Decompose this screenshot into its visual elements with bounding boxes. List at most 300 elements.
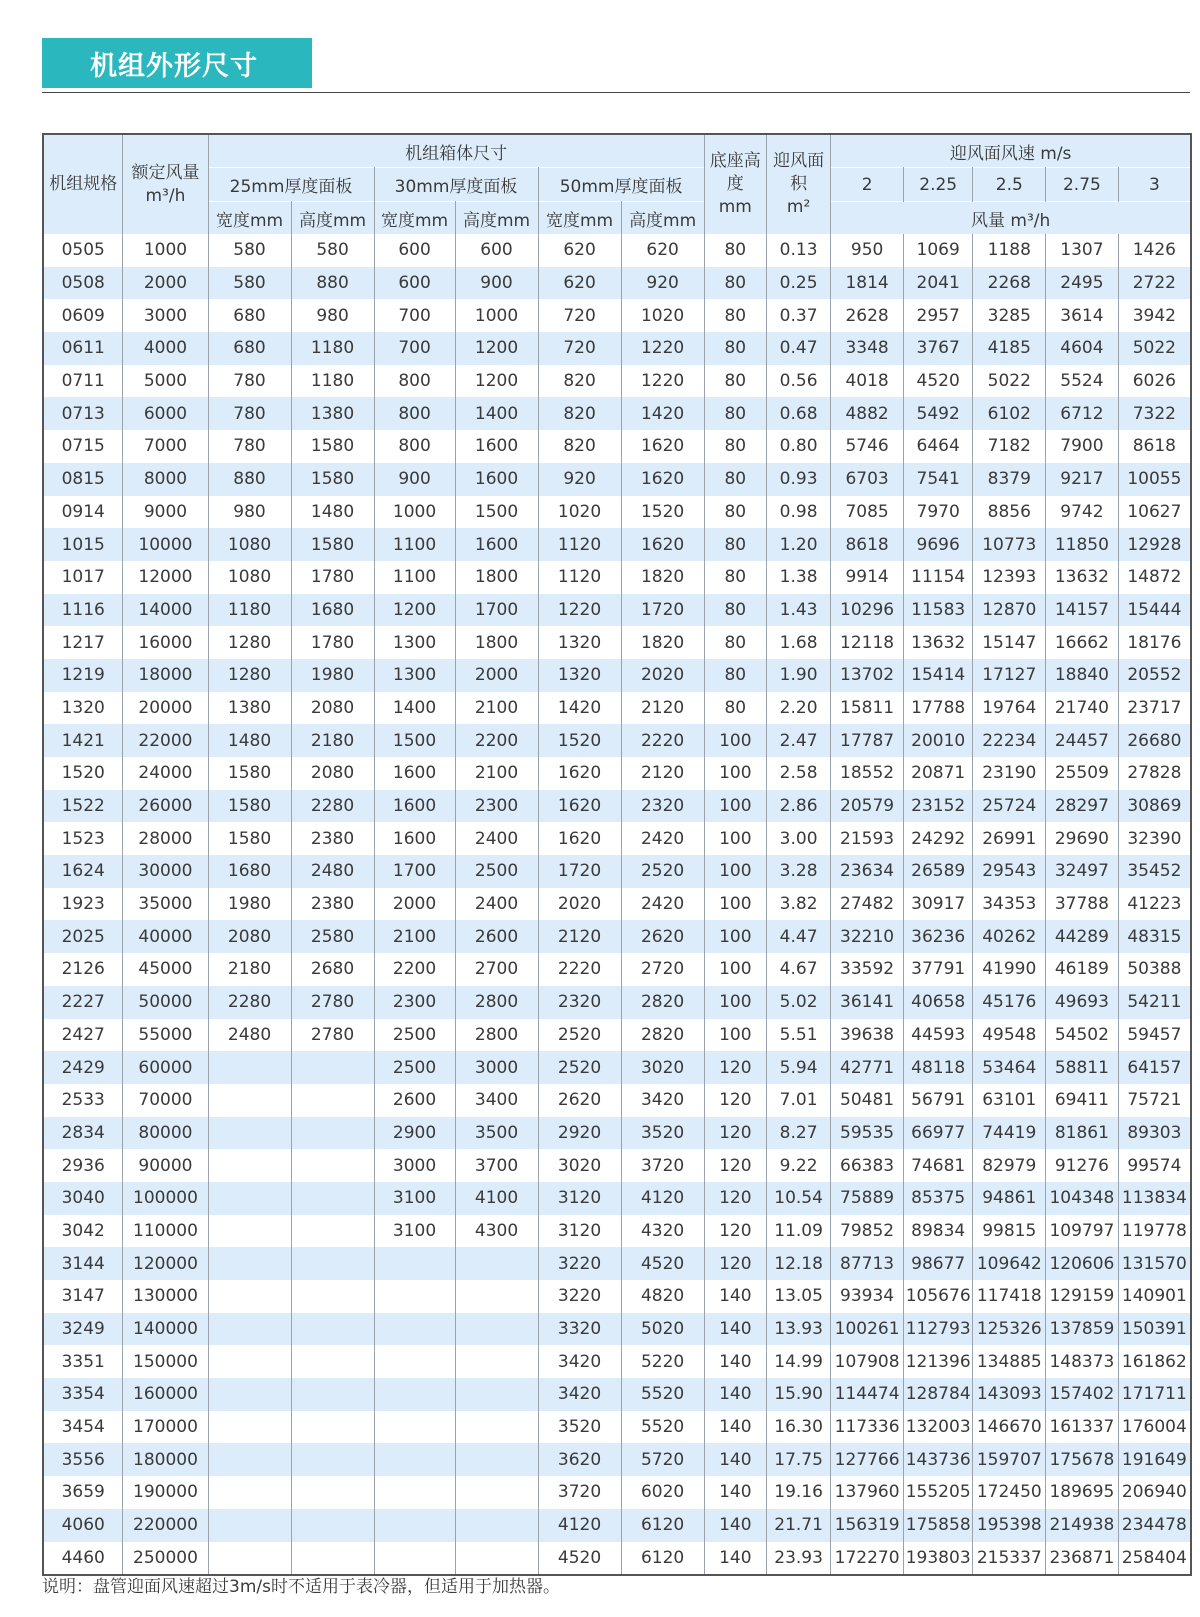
- table-row: [43, 1476, 1191, 1509]
- table-cell: 1220: [621, 365, 704, 398]
- table-cell: 0508: [43, 267, 123, 300]
- header-panel-30: [374, 168, 538, 202]
- table-cell: 600: [374, 267, 455, 300]
- table-cell: 720: [538, 332, 621, 365]
- header-height-30: 高度mm: [455, 202, 538, 235]
- header-width-25: 宽度mm: [208, 202, 291, 235]
- table-cell: 2820: [621, 986, 704, 1019]
- table-cell: [208, 1149, 291, 1182]
- header-airflow: [123, 134, 208, 234]
- table-cell: 26991: [973, 822, 1046, 855]
- table-cell: 12870: [973, 594, 1046, 627]
- table-header: [43, 134, 1191, 234]
- table-cell: 100: [704, 822, 766, 855]
- header-base-label: 底座高度: [709, 151, 761, 194]
- table-cell: 7085: [831, 496, 904, 529]
- table-cell: 18552: [831, 757, 904, 790]
- table-cell: 3000: [455, 1051, 538, 1084]
- table-cell: 23717: [1118, 692, 1191, 725]
- table-cell: 140: [704, 1345, 766, 1378]
- table-cell: 9914: [831, 561, 904, 594]
- table-cell: 1.90: [766, 659, 830, 692]
- table-cell: 1620: [538, 757, 621, 790]
- table-cell: 74681: [903, 1149, 973, 1182]
- table-cell: 215337: [973, 1542, 1046, 1576]
- table-cell: 1620: [621, 430, 704, 463]
- table-cell: 161337: [1046, 1411, 1119, 1444]
- table-cell: 44289: [1046, 920, 1119, 953]
- table-cell: 1.38: [766, 561, 830, 594]
- table-cell: [208, 1378, 291, 1411]
- table-cell: 1220: [621, 332, 704, 365]
- table-cell: 1320: [538, 659, 621, 692]
- table-cell: 820: [538, 430, 621, 463]
- table-cell: 1820: [621, 561, 704, 594]
- table-cell: 98677: [903, 1247, 973, 1280]
- table-cell: 8379: [973, 463, 1046, 496]
- table-cell: [455, 1476, 538, 1509]
- table-cell: 69411: [1046, 1084, 1119, 1117]
- table-cell: 37788: [1046, 888, 1119, 921]
- table-row: [43, 986, 1191, 1019]
- table-cell: 120: [704, 1182, 766, 1215]
- table-cell: 1814: [831, 267, 904, 300]
- table-cell: 1600: [455, 430, 538, 463]
- header-airflow-unit: m³/h: [145, 185, 186, 206]
- table-cell: 1600: [374, 790, 455, 823]
- table-cell: 920: [538, 463, 621, 496]
- table-cell: 3020: [621, 1051, 704, 1084]
- table-cell: 14000: [123, 594, 208, 627]
- table-cell: 189695: [1046, 1476, 1119, 1509]
- table-cell: [374, 1378, 455, 1411]
- table-cell: 5520: [621, 1411, 704, 1444]
- table-cell: 35000: [123, 888, 208, 921]
- table-cell: 1923: [43, 888, 123, 921]
- table-cell: 0715: [43, 430, 123, 463]
- table-cell: 0713: [43, 397, 123, 430]
- table-cell: 15.90: [766, 1378, 830, 1411]
- table-cell: 21.71: [766, 1509, 830, 1542]
- table-cell: 4100: [455, 1182, 538, 1215]
- table-cell: 134885: [973, 1345, 1046, 1378]
- table-cell: 3614: [1046, 299, 1119, 332]
- table-row: [43, 757, 1191, 790]
- table-cell: 17787: [831, 724, 904, 757]
- table-cell: 5000: [123, 365, 208, 398]
- table-cell: 100: [704, 953, 766, 986]
- table-cell: 112793: [903, 1313, 973, 1346]
- table-cell: [374, 1280, 455, 1313]
- table-cell: 80: [704, 659, 766, 692]
- header-speed-value: 2.75: [1046, 168, 1119, 202]
- table-cell: 10627: [1118, 496, 1191, 529]
- footnote: 说明：盘管迎面风速超过3m/s时不适用于表冷器，但适用于加热器。: [42, 1577, 560, 1597]
- table-cell: 18000: [123, 659, 208, 692]
- table-cell: 66383: [831, 1149, 904, 1182]
- table-cell: 23190: [973, 757, 1046, 790]
- table-cell: [455, 1313, 538, 1346]
- table-cell: 110000: [123, 1215, 208, 1248]
- table-cell: [455, 1542, 538, 1576]
- table-cell: 30917: [903, 888, 973, 921]
- table-cell: 0.93: [766, 463, 830, 496]
- table-cell: 2500: [374, 1019, 455, 1052]
- table-cell: 140: [704, 1443, 766, 1476]
- table-cell: 4.47: [766, 920, 830, 953]
- table-cell: 1680: [208, 855, 291, 888]
- table-cell: 91276: [1046, 1149, 1119, 1182]
- table-body: [43, 234, 1191, 1575]
- table-cell: 150391: [1118, 1313, 1191, 1346]
- table-cell: [374, 1247, 455, 1280]
- table-cell: 11583: [903, 594, 973, 627]
- table-cell: 8.27: [766, 1117, 830, 1150]
- table-cell: 780: [208, 365, 291, 398]
- table-cell: 11850: [1046, 528, 1119, 561]
- table-cell: [455, 1411, 538, 1444]
- table-cell: [374, 1313, 455, 1346]
- table-cell: 104348: [1046, 1182, 1119, 1215]
- table-cell: 900: [455, 267, 538, 300]
- table-cell: 2100: [455, 692, 538, 725]
- table-cell: 54502: [1046, 1019, 1119, 1052]
- table-cell: 10296: [831, 594, 904, 627]
- table-cell: 2.47: [766, 724, 830, 757]
- table-cell: 0611: [43, 332, 123, 365]
- table-cell: [291, 1345, 374, 1378]
- table-cell: 0.80: [766, 430, 830, 463]
- table-cell: 580: [291, 234, 374, 267]
- table-cell: [208, 1411, 291, 1444]
- table-cell: 12393: [973, 561, 1046, 594]
- table-cell: 1426: [1118, 234, 1191, 267]
- header-speed-value: 2.5: [973, 168, 1046, 202]
- table-cell: 100: [704, 888, 766, 921]
- table-cell: 120: [704, 1084, 766, 1117]
- table-cell: 2533: [43, 1084, 123, 1117]
- table-cell: 2120: [621, 757, 704, 790]
- table-cell: 5022: [1118, 332, 1191, 365]
- table-cell: 3042: [43, 1215, 123, 1248]
- table-cell: 1320: [538, 626, 621, 659]
- table-cell: 2780: [291, 1019, 374, 1052]
- table-cell: 1000: [123, 234, 208, 267]
- table-cell: 1080: [208, 561, 291, 594]
- table-cell: 2080: [291, 692, 374, 725]
- table-cell: 15414: [903, 659, 973, 692]
- table-cell: 206940: [1118, 1476, 1191, 1509]
- table-cell: 80: [704, 561, 766, 594]
- table-row: [43, 1182, 1191, 1215]
- table-cell: 5220: [621, 1345, 704, 1378]
- table-cell: 89834: [903, 1215, 973, 1248]
- table-cell: 120: [704, 1051, 766, 1084]
- table-cell: 1480: [291, 496, 374, 529]
- table-cell: 5524: [1046, 365, 1119, 398]
- table-cell: 20010: [903, 724, 973, 757]
- table-cell: 5746: [831, 430, 904, 463]
- table-cell: 2628: [831, 299, 904, 332]
- table-cell: [374, 1509, 455, 1542]
- table-cell: 1580: [291, 430, 374, 463]
- header-panel-50: [538, 168, 704, 202]
- table-cell: 3620: [538, 1443, 621, 1476]
- table-cell: 80: [704, 430, 766, 463]
- table-cell: 137960: [831, 1476, 904, 1509]
- table-cell: 40262: [973, 920, 1046, 953]
- table-cell: 2920: [538, 1117, 621, 1150]
- table-cell: 1200: [455, 365, 538, 398]
- table-cell: 1015: [43, 528, 123, 561]
- table-cell: [291, 1476, 374, 1509]
- table-cell: 1800: [455, 626, 538, 659]
- table-cell: [291, 1117, 374, 1150]
- table-cell: 29690: [1046, 822, 1119, 855]
- header-box-size: [208, 134, 704, 168]
- table-cell: [455, 1247, 538, 1280]
- header-model: [43, 134, 123, 234]
- header-panel-30-label: 30mm厚度面板: [394, 177, 518, 197]
- table-cell: [208, 1117, 291, 1150]
- table-cell: 6703: [831, 463, 904, 496]
- table-cell: 2180: [208, 953, 291, 986]
- table-cell: 700: [374, 332, 455, 365]
- table-cell: 26000: [123, 790, 208, 823]
- table-cell: 80000: [123, 1117, 208, 1150]
- table-cell: [291, 1542, 374, 1576]
- table-cell: 148373: [1046, 1345, 1119, 1378]
- table-cell: 3700: [455, 1149, 538, 1182]
- table-cell: 4060: [43, 1509, 123, 1542]
- table-cell: 1580: [291, 528, 374, 561]
- table-cell: 7970: [903, 496, 973, 529]
- table-cell: 22000: [123, 724, 208, 757]
- table-row: [43, 953, 1191, 986]
- table-cell: 143093: [973, 1378, 1046, 1411]
- table-cell: 2820: [621, 1019, 704, 1052]
- table-cell: 13702: [831, 659, 904, 692]
- table-cell: 250000: [123, 1542, 208, 1576]
- table-cell: 36236: [903, 920, 973, 953]
- table-cell: 3720: [538, 1476, 621, 1509]
- table-row: [43, 594, 1191, 627]
- table-cell: 9.22: [766, 1149, 830, 1182]
- table-cell: 1980: [291, 659, 374, 692]
- table-cell: 30869: [1118, 790, 1191, 823]
- table-cell: 172450: [973, 1476, 1046, 1509]
- table-cell: 17.75: [766, 1443, 830, 1476]
- table-cell: 59535: [831, 1117, 904, 1150]
- table-cell: 4120: [621, 1182, 704, 1215]
- table-cell: 3285: [973, 299, 1046, 332]
- table-cell: 2080: [208, 920, 291, 953]
- table-cell: [291, 1149, 374, 1182]
- table-cell: 3420: [538, 1378, 621, 1411]
- table-cell: 16000: [123, 626, 208, 659]
- table-cell: 2500: [455, 855, 538, 888]
- table-cell: 3351: [43, 1345, 123, 1378]
- table-cell: 1217: [43, 626, 123, 659]
- table-cell: 46189: [1046, 953, 1119, 986]
- table-cell: 120606: [1046, 1247, 1119, 1280]
- table-row: [43, 626, 1191, 659]
- table-cell: 780: [208, 397, 291, 430]
- table-cell: 7.01: [766, 1084, 830, 1117]
- table-cell: 131570: [1118, 1247, 1191, 1280]
- table-cell: 18840: [1046, 659, 1119, 692]
- table-cell: 5720: [621, 1443, 704, 1476]
- table-cell: 580: [208, 267, 291, 300]
- table-cell: 1700: [455, 594, 538, 627]
- table-row: [43, 1247, 1191, 1280]
- table-cell: 19.16: [766, 1476, 830, 1509]
- table-cell: 1200: [374, 594, 455, 627]
- table-cell: [208, 1345, 291, 1378]
- table-cell: 880: [291, 267, 374, 300]
- table-cell: [455, 1280, 538, 1313]
- table-cell: 82979: [973, 1149, 1046, 1182]
- table-cell: 176004: [1118, 1411, 1191, 1444]
- table-cell: 3.28: [766, 855, 830, 888]
- table-cell: 12.18: [766, 1247, 830, 1280]
- table-cell: 14157: [1046, 594, 1119, 627]
- table-cell: 0.47: [766, 332, 830, 365]
- table-cell: 2420: [621, 888, 704, 921]
- table-cell: 50481: [831, 1084, 904, 1117]
- table-cell: 1020: [621, 299, 704, 332]
- table-cell: 2957: [903, 299, 973, 332]
- table-cell: 800: [374, 397, 455, 430]
- table-cell: 1.20: [766, 528, 830, 561]
- table-cell: 6000: [123, 397, 208, 430]
- header-model-label: 机组规格: [49, 174, 118, 194]
- table-cell: 42771: [831, 1051, 904, 1084]
- table-cell: [455, 1378, 538, 1411]
- table-cell: 100: [704, 790, 766, 823]
- table-cell: 2480: [291, 855, 374, 888]
- table-cell: 64157: [1118, 1051, 1191, 1084]
- table-cell: 2800: [455, 1019, 538, 1052]
- table-cell: 7182: [973, 430, 1046, 463]
- table-cell: 3354: [43, 1378, 123, 1411]
- table-cell: 10.54: [766, 1182, 830, 1215]
- table-cell: 0914: [43, 496, 123, 529]
- table-cell: 6464: [903, 430, 973, 463]
- table-cell: 26589: [903, 855, 973, 888]
- table-cell: 66977: [903, 1117, 973, 1150]
- table-cell: 2300: [374, 986, 455, 1019]
- table-cell: 54211: [1118, 986, 1191, 1019]
- table-cell: 2720: [621, 953, 704, 986]
- table-cell: 1500: [374, 724, 455, 757]
- table-cell: 4460: [43, 1542, 123, 1576]
- table-row: [43, 234, 1191, 267]
- table-cell: 2380: [291, 888, 374, 921]
- table-cell: 16.30: [766, 1411, 830, 1444]
- table-cell: 3320: [538, 1313, 621, 1346]
- table-cell: 0.25: [766, 267, 830, 300]
- table-cell: 140: [704, 1280, 766, 1313]
- table-cell: 20000: [123, 692, 208, 725]
- table-row: [43, 790, 1191, 823]
- table-cell: 1420: [538, 692, 621, 725]
- table-cell: 0.56: [766, 365, 830, 398]
- table-cell: 3249: [43, 1313, 123, 1346]
- table-cell: 5520: [621, 1378, 704, 1411]
- table-cell: 33592: [831, 953, 904, 986]
- table-row: [43, 692, 1191, 725]
- table-cell: 680: [208, 299, 291, 332]
- table-cell: 2.58: [766, 757, 830, 790]
- table-cell: 2700: [455, 953, 538, 986]
- table-cell: 26680: [1118, 724, 1191, 757]
- table-cell: 2680: [291, 953, 374, 986]
- table-cell: 4000: [123, 332, 208, 365]
- table-cell: 191649: [1118, 1443, 1191, 1476]
- table-cell: 3420: [538, 1345, 621, 1378]
- table-cell: [455, 1443, 538, 1476]
- table-cell: 99574: [1118, 1149, 1191, 1182]
- table-cell: 6026: [1118, 365, 1191, 398]
- table-cell: 49693: [1046, 986, 1119, 1019]
- table-cell: 140: [704, 1411, 766, 1444]
- table-cell: 50000: [123, 986, 208, 1019]
- table-cell: 128784: [903, 1378, 973, 1411]
- table-cell: 80: [704, 332, 766, 365]
- table-cell: 100: [704, 855, 766, 888]
- table-cell: 113834: [1118, 1182, 1191, 1215]
- table-cell: 0609: [43, 299, 123, 332]
- dimension-table: [42, 133, 1192, 1576]
- header-width-30: 宽度mm: [374, 202, 455, 235]
- table-cell: 32390: [1118, 822, 1191, 855]
- table-cell: 1020: [538, 496, 621, 529]
- table-cell: 6020: [621, 1476, 704, 1509]
- table-cell: 49548: [973, 1019, 1046, 1052]
- table-cell: 29543: [973, 855, 1046, 888]
- table-row: [43, 1509, 1191, 1542]
- table-cell: 8000: [123, 463, 208, 496]
- table-cell: 10773: [973, 528, 1046, 561]
- table-cell: [208, 1084, 291, 1117]
- table-cell: 117336: [831, 1411, 904, 1444]
- table-cell: [291, 1378, 374, 1411]
- table-cell: 32497: [1046, 855, 1119, 888]
- table-cell: 8618: [831, 528, 904, 561]
- table-cell: 1120: [538, 561, 621, 594]
- table-cell: [291, 1182, 374, 1215]
- table-row: [43, 1215, 1191, 1248]
- table-cell: 3040: [43, 1182, 123, 1215]
- table-cell: [374, 1411, 455, 1444]
- table-cell: 1500: [455, 496, 538, 529]
- table-cell: 0.37: [766, 299, 830, 332]
- table-cell: 140000: [123, 1313, 208, 1346]
- table-cell: 2834: [43, 1117, 123, 1150]
- table-cell: 4.67: [766, 953, 830, 986]
- table-cell: [291, 1247, 374, 1280]
- table-cell: 3520: [538, 1411, 621, 1444]
- table-cell: 23634: [831, 855, 904, 888]
- table-cell: 4520: [903, 365, 973, 398]
- table-cell: [374, 1443, 455, 1476]
- table-cell: 3.00: [766, 822, 830, 855]
- table-cell: 132003: [903, 1411, 973, 1444]
- table-cell: 100: [704, 724, 766, 757]
- table-cell: [291, 1313, 374, 1346]
- table-cell: 10055: [1118, 463, 1191, 496]
